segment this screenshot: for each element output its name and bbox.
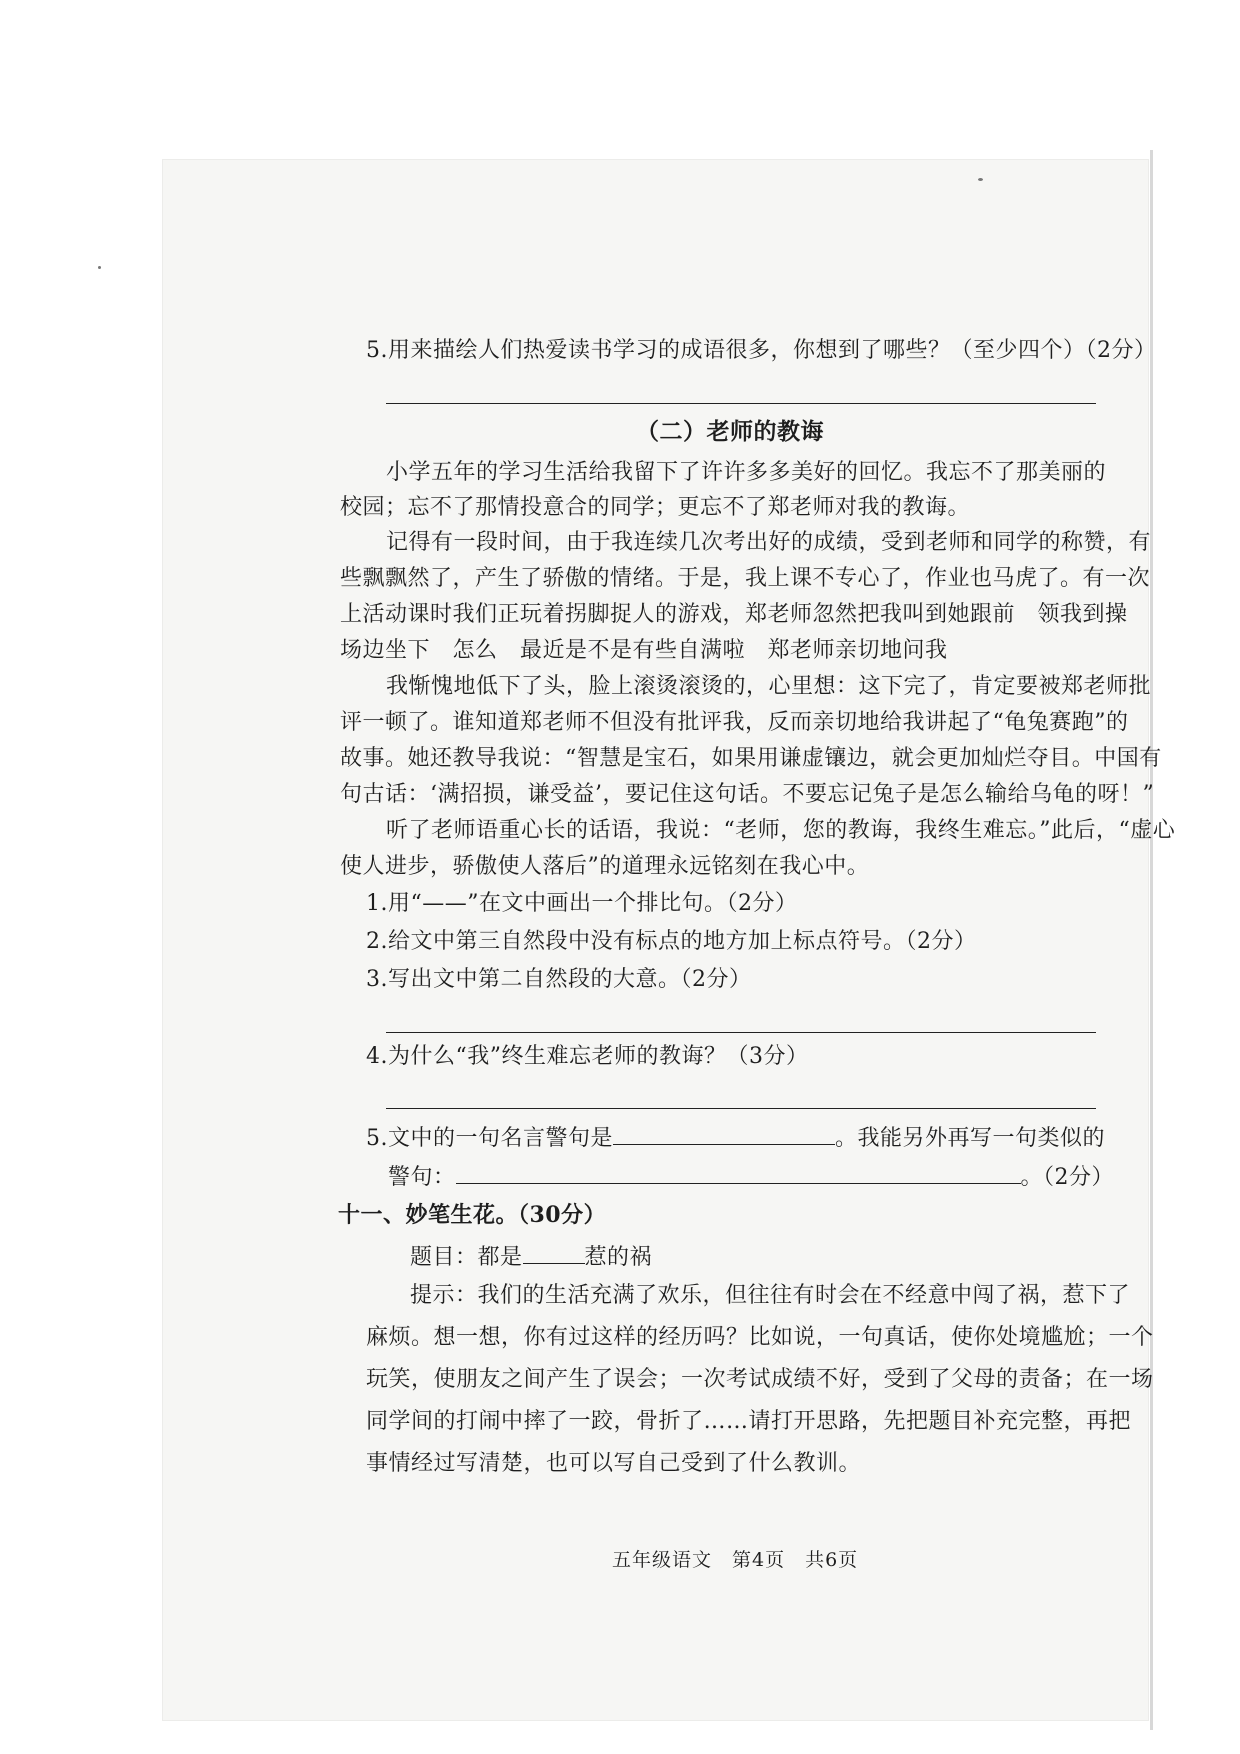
sheet-edge <box>1150 150 1153 1730</box>
answer-blank[interactable] <box>456 1165 1021 1184</box>
composition-topic-prefix: 题目：都是 <box>410 1245 523 1270</box>
composition-hint-line: 事情经过写清楚，也可以写自己受到了什么教训。 <box>366 1451 862 1476</box>
passage-line: 场边坐下 怎么 最近是不是有些自满啦 郑老师亲切地问我 <box>340 638 948 663</box>
composition-heading: 十一、妙笔生花。（30分） <box>338 1202 607 1228</box>
question-5-prefix: 5.文中的一句名言警句是 <box>366 1126 613 1151</box>
passage-line: 小学五年的学习生活给我留下了许许多多美好的回忆。我忘不了那美丽的 <box>386 460 1107 485</box>
composition-hint-line: 玩笑，使朋友之间产生了误会；一次考试成绩不好，受到了父母的责备；在一场 <box>366 1367 1154 1392</box>
scan-speck <box>98 266 101 269</box>
passage-line: 记得有一段时间，由于我连续几次考出好的成绩，受到老师和同学的称赞，有 <box>386 530 1152 555</box>
composition-hint-line: 提示：我们的生活充满了欢乐，但往往有时会在不经意中闯了祸，惹下了 <box>410 1283 1131 1308</box>
answer-blank[interactable] <box>613 1126 835 1145</box>
passage-line: 上活动课时我们正玩着拐脚捉人的游戏，郑老师忽然把我叫到她跟前 领我到操 <box>340 602 1128 627</box>
answer-line[interactable] <box>386 1032 1096 1033</box>
passage-line: 使人进步，骄傲使人落后”的道理永远铭刻在我心中。 <box>340 854 870 879</box>
question-prev-5: 5.用来描绘人们热爱读书学习的成语很多，你想到了哪些？（至少四个）（2分） <box>366 338 1157 363</box>
question-5-score: 。（2分） <box>1020 1165 1115 1190</box>
passage-line: 校园；忘不了那情投意合的同学；更忘不了郑老师对我的教诲。 <box>340 495 971 520</box>
question-5-label: 警句： <box>388 1165 456 1190</box>
question-2: 2.给文中第三自然段中没有标点的地方加上标点符号。（2分） <box>366 929 977 954</box>
question-5 <box>366 1126 1105 1150</box>
question-1: 1.用“——”在文中画出一个排比句。（2分） <box>366 891 798 916</box>
passage-line: 评一顿了。谁知道郑老师不但没有批评我，反而亲切地给我讲起了“龟兔赛跑”的 <box>340 710 1129 735</box>
passage-line: 故事。她还教导我说：“智慧是宝石，如果用谦虚镶边，就会更加灿烂夺目。中国有 <box>340 746 1162 771</box>
passage-line: 些飘飘然了，产生了骄傲的情绪。于是，我上课不专心了，作业也马虎了。有一次 <box>340 566 1151 591</box>
question-5-continued <box>388 1165 1114 1189</box>
composition-topic <box>410 1245 652 1269</box>
topic-blank[interactable] <box>523 1245 585 1264</box>
passage-line: 听了老师语重心长的话语，我说：“老师，您的教诲，我终生难忘。”此后，“虚心 <box>386 818 1176 843</box>
question-3: 3.写出文中第二自然段的大意。（2分） <box>366 967 752 992</box>
passage-title: （二）老师的教诲 <box>636 418 824 445</box>
question-4: 4.为什么“我”终生难忘老师的教诲？（3分） <box>366 1044 809 1069</box>
passage-line: 句古话：‘满招损，谦受益’，要记住这句话。不要忘记兔子是怎么输给乌龟的呀！” <box>340 782 1155 807</box>
composition-hint-line: 麻烦。想一想，你有过这样的经历吗？比如说，一句真话，使你处境尴尬；一个 <box>366 1325 1154 1350</box>
page-footer: 五年级语文 第4页 共6页 <box>612 1549 859 1571</box>
answer-line[interactable] <box>386 1108 1096 1109</box>
passage-line: 我惭愧地低下了头，脸上滚烫滚烫的，心里想：这下完了，肯定要被郑老师批 <box>386 674 1152 699</box>
composition-hint-line: 同学间的打闹中摔了一跤，骨折了……请打开思路，先把题目补充完整，再把 <box>366 1409 1132 1434</box>
scan-speck <box>978 178 983 181</box>
composition-topic-suffix: 惹的祸 <box>584 1245 653 1270</box>
question-5-middle: 。我能另外再写一句类似的 <box>835 1126 1106 1151</box>
answer-line[interactable] <box>386 403 1096 404</box>
